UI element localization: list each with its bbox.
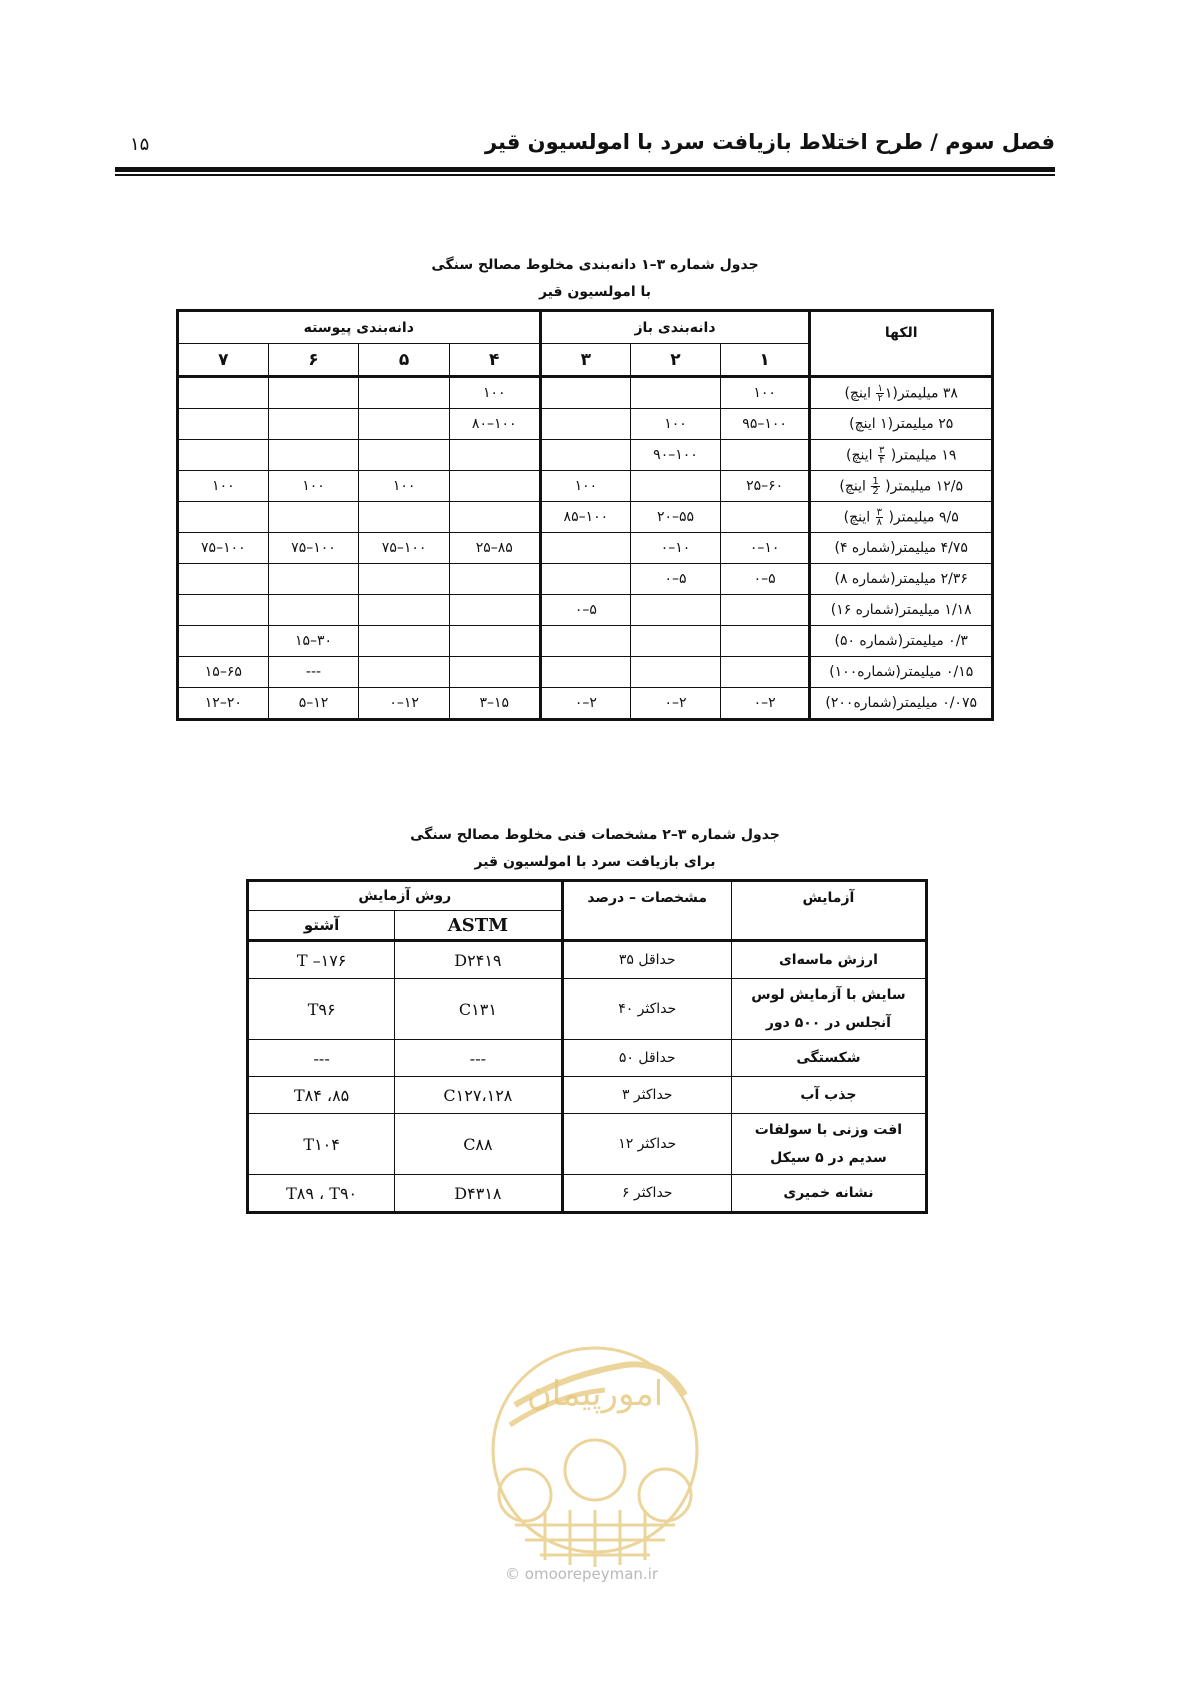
- table-cell: [540, 564, 631, 595]
- table-row: [178, 688, 993, 720]
- table-row: [178, 377, 993, 409]
- table-cell: ۱۰۰: [178, 471, 269, 502]
- sieve-label: ۰/۳ میلیمتر(شماره ۵۰): [810, 626, 993, 657]
- sieve-label: ۱۹ میلیمتر( $\frac{۳}{۴}$ اینچ): [810, 440, 993, 471]
- table-cell: [268, 595, 359, 626]
- table-cell: [178, 564, 269, 595]
- test-name: ارزش ماسه‌ای: [731, 941, 926, 979]
- table-row: [248, 979, 927, 1040]
- table-cell: ۲–۰: [540, 688, 631, 720]
- table-cell: [359, 595, 450, 626]
- table-row: [178, 626, 993, 657]
- table-row: [178, 657, 993, 688]
- table-cell: [631, 595, 721, 626]
- table-cell: [540, 440, 631, 471]
- header-rule-thin: [115, 174, 1055, 176]
- table-cell: ۱۰۰: [540, 471, 631, 502]
- astm-header: ASTM: [395, 911, 562, 941]
- table-cell: ۵۵–۲۰: [631, 502, 721, 533]
- astm-code: C۱۳۱: [395, 979, 562, 1040]
- table-cell: ۱۰۰–۷۵: [268, 533, 359, 564]
- aashto-code: T –۱۷۶: [248, 941, 395, 979]
- table-cell: [359, 440, 450, 471]
- table-cell: [178, 595, 269, 626]
- table-row: [178, 502, 993, 533]
- table-cell: [178, 626, 269, 657]
- table-row: [178, 471, 993, 502]
- col-number: ۶: [268, 344, 359, 377]
- table-cell: ۸۵–۲۵: [449, 533, 540, 564]
- table-cell: [178, 377, 269, 409]
- table-row: [248, 1077, 927, 1114]
- watermark-logo: [485, 1335, 705, 1575]
- table-cell: ۶۵–۱۵: [178, 657, 269, 688]
- table-cell: [540, 657, 631, 688]
- table-cell: [720, 502, 810, 533]
- table-cell: [720, 626, 810, 657]
- table-cell: [449, 595, 540, 626]
- table-cell: [178, 409, 269, 440]
- table-cell: [449, 502, 540, 533]
- table-row: [178, 564, 993, 595]
- astm-code: D۴۳۱۸: [395, 1175, 562, 1213]
- table1-caption-line2: با امولسیون قیر: [538, 284, 652, 300]
- aashto-code: T۸۹ ، T۹۰: [248, 1175, 395, 1213]
- test-header: آزمایش: [731, 881, 926, 941]
- sieve-label: ۹/۵ میلیمتر( $\frac{۳}{۸}$ اینچ): [810, 502, 993, 533]
- table-cell: [178, 440, 269, 471]
- table-cell: ۳۰–۱۵: [268, 626, 359, 657]
- table-cell: ۱۰۰–۹۵: [720, 409, 810, 440]
- table-cell: [631, 657, 721, 688]
- spec-value: حداکثر ۴۰: [562, 979, 731, 1040]
- spec-value: حداکثر ۶: [562, 1175, 731, 1213]
- aashto-code: T۱۰۴: [248, 1114, 395, 1175]
- table-row: [178, 440, 993, 471]
- sieves-header: الکها: [810, 311, 993, 377]
- table-cell: ۱۰۰: [631, 409, 721, 440]
- table-row: [248, 1040, 927, 1077]
- group-open-header: دانه‌بندی باز: [540, 311, 810, 344]
- table-cell: [359, 626, 450, 657]
- table-cell: [631, 626, 721, 657]
- aashto-code: T۸۴ ،۸۵: [248, 1077, 395, 1114]
- astm-code: D۲۴۱۹: [395, 941, 562, 979]
- table-cell: [268, 502, 359, 533]
- table-cell: [268, 440, 359, 471]
- sieve-label: ۴/۷۵ میلیمتر(شماره ۴): [810, 533, 993, 564]
- table-cell: [359, 657, 450, 688]
- sieve-label: ۰/۱۵ میلیمتر(شماره۱۰۰): [810, 657, 993, 688]
- methods-header: روش آزمایش: [248, 881, 563, 911]
- table-cell: [540, 533, 631, 564]
- table-cell: [540, 409, 631, 440]
- table-cell: [449, 657, 540, 688]
- table-cell: ۲–۰: [720, 688, 810, 720]
- aashto-code: ---: [248, 1040, 395, 1077]
- table-cell: ۱۰–۰: [631, 533, 721, 564]
- spec-value: حداقل ۳۵: [562, 941, 731, 979]
- sieve-label: ۳۸ میلیمتر(۱ $\frac{۱}{۲}$ اینچ): [810, 377, 993, 409]
- col-number: ۱: [720, 344, 810, 377]
- table-cell: ۱۰۰–۹۰: [631, 440, 721, 471]
- table-cell: ۱۲–۵: [268, 688, 359, 720]
- watermark-site: © omoorepeyman.ir: [505, 1565, 659, 1583]
- table-cell: [268, 377, 359, 409]
- table-cell: [720, 657, 810, 688]
- table-cell: [268, 409, 359, 440]
- table-cell: ۱۰۰: [359, 471, 450, 502]
- aashto-header: آشتو: [248, 911, 395, 941]
- col-number: ۵: [359, 344, 450, 377]
- astm-code: C۸۸: [395, 1114, 562, 1175]
- table-cell: [720, 595, 810, 626]
- col-number: ۳: [540, 344, 631, 377]
- table-cell: ۱۰۰: [268, 471, 359, 502]
- table-cell: ۵–۰: [720, 564, 810, 595]
- col-number: ۴: [449, 344, 540, 377]
- sieve-label: ۱/۱۸ میلیمتر(شماره ۱۶): [810, 595, 993, 626]
- spec-value: حداقل ۵۰: [562, 1040, 731, 1077]
- table-cell: [359, 409, 450, 440]
- test-name: شکستگی: [731, 1040, 926, 1077]
- table-cell: ۱۰۰–۸۵: [540, 502, 631, 533]
- group-dense-header: دانه‌بندی پیوسته: [178, 311, 541, 344]
- col-number: ۷: [178, 344, 269, 377]
- spec-value: حداکثر ۱۲: [562, 1114, 731, 1175]
- table-cell: [449, 440, 540, 471]
- table-cell: ۲۰–۱۲: [178, 688, 269, 720]
- table2-caption-line2: برای بازیافت سرد با امولسیون قیر: [474, 854, 716, 870]
- spec-header: مشخصات – درصد: [562, 881, 731, 941]
- table-cell: ۶۰–۲۵: [720, 471, 810, 502]
- sieve-label: ۰/۰۷۵ میلیمتر(شماره۲۰۰): [810, 688, 993, 720]
- table-cell: [449, 564, 540, 595]
- specs-table: [246, 879, 928, 1214]
- table-cell: ۵–۰: [540, 595, 631, 626]
- table-cell: [720, 440, 810, 471]
- table-cell: ۱۰۰–۸۰: [449, 409, 540, 440]
- table-cell: [359, 502, 450, 533]
- test-name: افت وزنی با سولفات سدیم در ۵ سیکل: [731, 1114, 926, 1175]
- table-cell: ۱۰–۰: [720, 533, 810, 564]
- page-number: ۱۵: [130, 134, 150, 155]
- table-cell: [540, 377, 631, 409]
- table-cell: ۱۲–۰: [359, 688, 450, 720]
- table-cell: [359, 377, 450, 409]
- astm-code: C۱۲۷،۱۲۸: [395, 1077, 562, 1114]
- table-cell: [631, 471, 721, 502]
- spec-value: حداکثر ۳: [562, 1077, 731, 1114]
- table-cell: [449, 626, 540, 657]
- table-cell: ۱۵–۳: [449, 688, 540, 720]
- sieve-label: ۲/۳۶ میلیمتر(شماره ۸): [810, 564, 993, 595]
- sieve-label: ۲۵ میلیمتر(۱ اینچ): [810, 409, 993, 440]
- test-name: جذب آب: [731, 1077, 926, 1114]
- table-row: [248, 1114, 927, 1175]
- aashto-code: T۹۶: [248, 979, 395, 1040]
- table-row: [178, 595, 993, 626]
- table-row: [248, 941, 927, 979]
- chapter-title: فصل سوم / طرح اختلاط بازیافت سرد با امولسیون قیر: [484, 130, 1055, 154]
- table-cell: [359, 564, 450, 595]
- table-cell: ۵–۰: [631, 564, 721, 595]
- sieve-label: ۱۲/۵ میلیمتر( $\frac{1}{2}$ اینچ): [810, 471, 993, 502]
- table-cell: ۱۰۰: [449, 377, 540, 409]
- gradation-table: [176, 309, 994, 721]
- table1-caption-line1: جدول شماره ۳–۱ دانه‌بندی مخلوط مصالح سنگی: [431, 257, 759, 273]
- table2-caption-line1: جدول شماره ۳–۲ مشخصات فنی مخلوط مصالح سنگی: [410, 827, 780, 843]
- table-cell: ۲–۰: [631, 688, 721, 720]
- table-cell: ۱۰۰–۷۵: [359, 533, 450, 564]
- header-rule-thick: [115, 167, 1055, 172]
- table-cell: [540, 626, 631, 657]
- table-cell: [178, 502, 269, 533]
- table-cell: [268, 564, 359, 595]
- col-number: ۲: [631, 344, 721, 377]
- table-cell: [449, 471, 540, 502]
- table-cell: [631, 377, 721, 409]
- astm-code: ---: [395, 1040, 562, 1077]
- table-row: [178, 409, 993, 440]
- table-cell: ---: [268, 657, 359, 688]
- test-name: نشانه خمیری: [731, 1175, 926, 1213]
- table-row: [178, 533, 993, 564]
- table-cell: ۱۰۰–۷۵: [178, 533, 269, 564]
- table-cell: ۱۰۰: [720, 377, 810, 409]
- test-name: سایش با آزمایش لوس آنجلس در ۵۰۰ دور: [731, 979, 926, 1040]
- table-row: [248, 1175, 927, 1213]
- watermark-logo-text: امورپیمان: [526, 1374, 664, 1414]
